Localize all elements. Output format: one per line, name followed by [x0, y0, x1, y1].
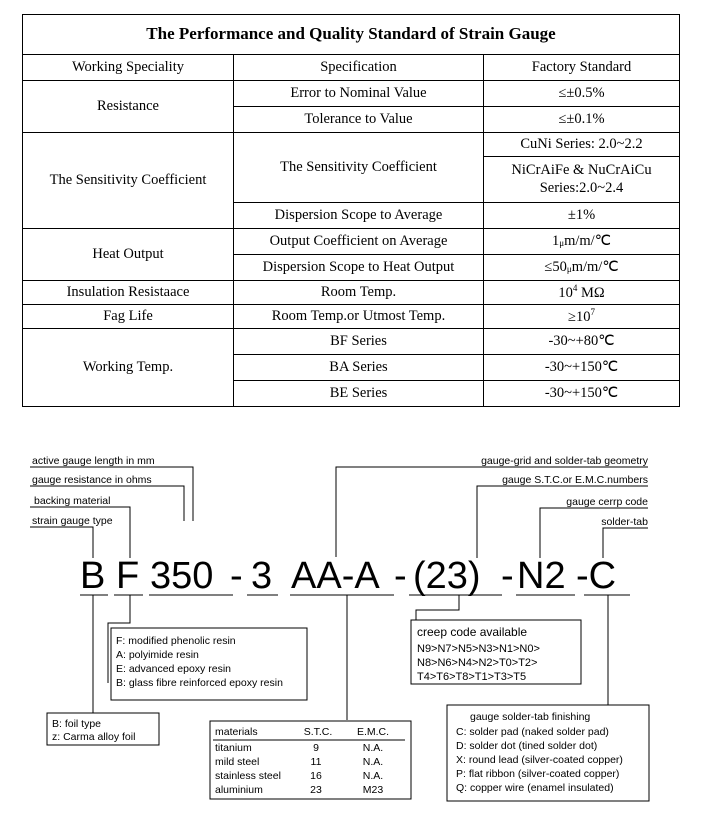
fag-life-label: Fag Life: [23, 305, 234, 329]
code-c: -C: [576, 555, 617, 597]
material-row-2-stc: 11: [310, 756, 322, 768]
backing-line-3: E: advanced epoxy resin: [116, 663, 231, 675]
code-n2: N2: [517, 555, 566, 597]
heat-output-label: Heat Output: [23, 229, 234, 281]
code-aa-a: AA-A: [291, 555, 380, 597]
finish-line-d: D: solder dot (tined solder dot): [456, 740, 598, 752]
working-temp-std-ba: -30~+150℃: [484, 355, 680, 381]
finish-title: gauge solder-tab finishing: [470, 711, 591, 723]
leader-solder-tab: [603, 528, 648, 558]
finish-line-p: P: flat ribbon (silver-coated copper): [456, 768, 620, 780]
code-f: F: [116, 555, 140, 597]
sensitivity-dispersion-spec: Dispersion Scope to Average: [234, 203, 484, 229]
label-backing: backing material: [34, 495, 111, 507]
working-temp-spec-bf: BF Series: [234, 329, 484, 355]
heat-std-2-a: ≤50: [544, 258, 567, 275]
code-diagram: [0, 430, 717, 836]
creep-line-3: T4>T6>T8>T1>T3>T5: [417, 671, 527, 683]
backing-line-2: A: polyimide resin: [116, 649, 199, 661]
label-creep: gauge cerrp code: [566, 496, 648, 508]
material-row-2-name: mild steel: [215, 756, 260, 768]
material-row-1-stc: 9: [313, 742, 319, 754]
resistance-spec-2: Tolerance to Value: [234, 107, 484, 133]
header-specification: Specification: [234, 55, 484, 81]
heat-std-2-b: m/m/℃: [571, 258, 619, 275]
material-row-3-stc: 16: [310, 770, 322, 782]
resistance-label: Resistance: [23, 81, 234, 133]
insulation-std-b: MΩ: [577, 284, 605, 301]
heat-output-spec-1: Output Coefficient on Average: [234, 229, 484, 255]
working-temp-std-be: -30~+150℃: [484, 381, 680, 407]
label-type: strain gauge type: [32, 515, 113, 527]
label-solder-tab: solder-tab: [601, 516, 648, 528]
working-temp-label: Working Temp.: [23, 329, 234, 407]
working-temp-spec-ba: BA Series: [234, 355, 484, 381]
fag-life-spec: Room Temp.or Utmost Temp.: [234, 305, 484, 329]
type-line-2: z: Carma alloy foil: [52, 731, 136, 743]
working-temp-std-bf: -30~+80℃: [484, 329, 680, 355]
fag-life-std-a: ≥10: [568, 308, 591, 325]
material-row-4-name: aluminium: [215, 784, 263, 796]
sensitivity-label: The Sensitivity Coefficient: [23, 133, 234, 229]
code-b: B: [80, 555, 106, 597]
sensitivity-spec: The Sensitivity Coefficient: [234, 133, 484, 203]
heat-output-std-1: [484, 229, 680, 255]
finish-line-c: C: solder pad (naked solder pad): [456, 726, 609, 738]
materials-header-materials: materials: [215, 726, 258, 738]
leader-to-type-box: [47, 595, 93, 713]
sensitivity-std-nicr-line2: Series:2.0~2.4: [539, 179, 624, 196]
code-23: (23): [413, 555, 481, 597]
code-dash-3: -: [501, 555, 514, 597]
label-resistance: gauge resistance in ohms: [32, 474, 152, 486]
material-row-2-emc: N.A.: [362, 756, 384, 768]
code-350: 350: [150, 555, 214, 597]
finish-line-x: X: round lead (silver-coated copper): [456, 754, 623, 766]
creep-line-1: N9>N7>N5>N3>N1>N0>: [417, 643, 540, 655]
heat-output-std-2: [484, 255, 680, 281]
resistance-spec-1: Error to Nominal Value: [234, 81, 484, 107]
heat-std-1-sub: μ: [559, 237, 565, 248]
sensitivity-std-nicr-line1: NiCrAiFe & NuCrAiCu: [511, 162, 652, 179]
backing-line-1: F: modified phenolic resin: [116, 635, 236, 647]
heat-std-1-a: 1: [552, 232, 560, 249]
finish-line-q: Q: copper wire (enamel insulated): [456, 782, 614, 794]
creep-line-2: N8>N6>N4>N2>T0>T2>: [417, 657, 538, 669]
heat-output-spec-2: Dispersion Scope to Heat Output: [234, 255, 484, 281]
label-stc-emc: gauge S.T.C.or E.M.C.numbers: [502, 474, 648, 486]
material-row-1-emc: N.A.: [362, 742, 384, 754]
insulation-spec: Room Temp.: [234, 281, 484, 305]
resistance-std-2: ≤±0.1%: [484, 107, 680, 133]
sensitivity-dispersion-std: ±1%: [484, 203, 680, 229]
creep-title: creep code available: [417, 625, 528, 639]
sensitivity-std-cuni: CuNi Series: 2.0~2.2: [484, 133, 680, 157]
spec-table: [22, 14, 680, 407]
table-title: The Performance and Quality Standard of Strain Gauge: [23, 15, 680, 55]
code-dash-1: -: [230, 555, 243, 597]
leader-type: [30, 527, 93, 558]
insulation-std-a: 10: [558, 284, 573, 301]
code-3: 3: [251, 555, 273, 597]
sensitivity-std-nicr: [484, 157, 680, 203]
material-row-4-emc: M23: [362, 784, 384, 796]
insulation-std-sup: 4: [572, 282, 578, 293]
type-line-1: B: foil type: [52, 718, 102, 730]
materials-header-emc: E.M.C.: [356, 726, 390, 738]
material-row-3-name: stainless steel: [215, 770, 281, 782]
heat-std-2-sub: μ: [566, 263, 572, 274]
header-factory-standard: Factory Standard: [484, 55, 680, 81]
resistance-std-1: ≤±0.5%: [484, 81, 680, 107]
header-working-speciality: Working Speciality: [23, 55, 234, 81]
insulation-std: [484, 281, 680, 305]
backing-line-4: B: glass fibre reinforced epoxy resin: [116, 677, 283, 689]
label-active-length: active gauge length in mm: [32, 455, 155, 467]
insulation-label: Insulation Resistaace: [23, 281, 234, 305]
working-temp-spec-be: BE Series: [234, 381, 484, 407]
heat-std-1-b: m/m/℃: [564, 232, 611, 249]
fag-life-std: [484, 305, 680, 329]
fag-life-std-sup: 7: [590, 306, 595, 317]
materials-header-stc: S.T.C.: [303, 726, 333, 738]
material-row-3-emc: N.A.: [362, 770, 384, 782]
material-row-4-stc: 23: [310, 784, 322, 796]
material-row-1-name: titanium: [215, 742, 252, 754]
code-dash-2: -: [394, 555, 407, 597]
label-geometry: gauge-grid and solder-tab geometry: [481, 455, 648, 467]
